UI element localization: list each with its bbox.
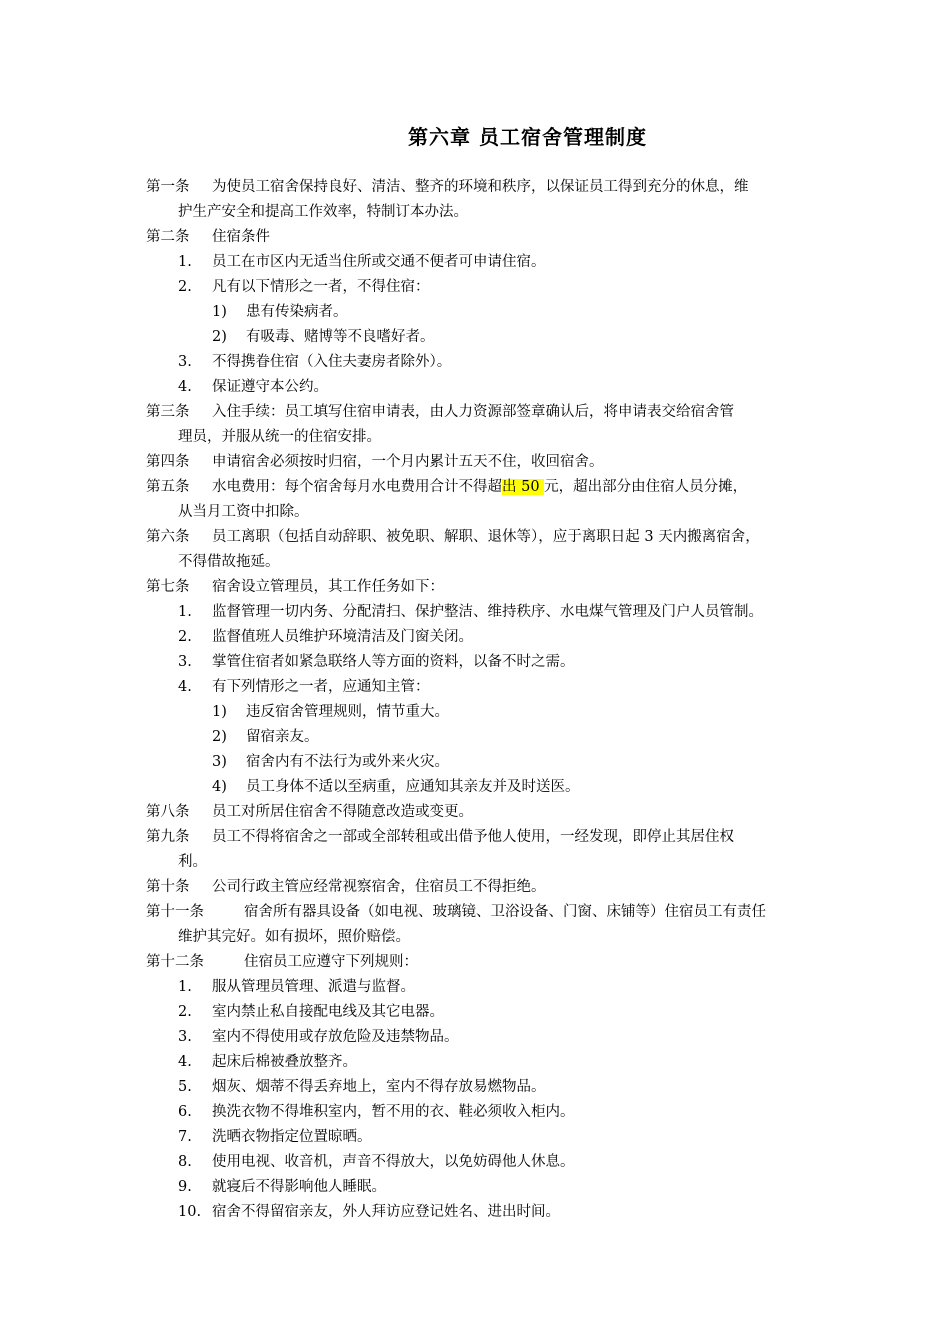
item-number: 2. [178,1004,192,1020]
list-item [178,277,430,297]
item-number: 4. [178,1054,192,1070]
item-number: 1) [212,304,227,320]
item-text: 有吸毒、赌博等不良嗜好者。 [246,329,435,345]
article-3 [146,402,734,422]
sub-list-item [212,727,319,747]
article-5-cont: 从当月工资中扣除。 [178,504,309,520]
article-text: 申请宿舍必须按时归宿，一个月内累计五天不住，收回宿舍。 [212,454,604,470]
list-item [178,1027,459,1047]
article-label: 第十一条 [146,904,204,920]
sub-list-item [212,752,449,772]
article-4 [146,452,604,472]
article-12 [146,952,418,972]
item-number: 1. [178,979,192,995]
article-11 [146,902,766,922]
article-10 [146,877,546,897]
list-item [178,1002,444,1022]
article-1-cont: 护生产安全和提高工作效率，特制订本办法。 [178,204,468,220]
article-label: 第四条 [146,454,190,470]
chapter-title: 第六章 员工宿舍管理制度 [408,125,647,149]
article-text: 公司行政主管应经常视察宿舍，住宿员工不得拒绝。 [212,879,546,895]
article-label: 第一条 [146,179,190,195]
article-11-cont: 维护其完好。如有损坏，照价赔偿。 [178,929,410,945]
item-text: 换洗衣物不得堆积室内，暂不用的衣、鞋必须收入柜内。 [212,1104,575,1120]
list-item [178,977,415,997]
item-number: 1. [178,254,192,270]
article-label: 第七条 [146,579,190,595]
list-item [178,1177,386,1197]
item-number: 3. [178,354,192,370]
article-label: 第八条 [146,804,190,820]
list-item [178,602,763,622]
item-number: 8. [178,1154,192,1170]
item-text: 室内禁止私自接配电线及其它电器。 [212,1004,444,1020]
item-number: 2. [178,629,192,645]
item-number: 4. [178,379,192,395]
article-text: 住宿员工应遵守下列规则： [244,954,418,970]
article-3-cont: 理员，并服从统一的住宿安排。 [178,429,381,445]
article-5 [146,477,747,497]
list-item [178,677,430,697]
item-text: 凡有以下情形之一者，不得住宿： [212,279,430,295]
item-text: 监督管理一切内务、分配清扫、保护整洁、维持秩序、水电煤气管理及门户人员管制。 [212,604,763,620]
item-number: 3. [178,654,192,670]
item-text: 洗晒衣物指定位置晾晒。 [212,1129,372,1145]
item-text: 宿舍不得留宿亲友，外人拜访应登记姓名、进出时间。 [212,1204,560,1220]
article-label: 第十条 [146,879,190,895]
item-text: 起床后棉被叠放整齐。 [212,1054,357,1070]
article-text: 水电费用：每个宿舍每月水电费用合计不得超 [212,479,502,495]
list-item [178,627,473,647]
item-text: 室内不得使用或存放危险及违禁物品。 [212,1029,459,1045]
list-item [178,1202,560,1222]
article-2 [146,227,270,247]
item-text: 宿舍内有不法行为或外来火灾。 [246,754,449,770]
article-text: 宿舍所有器具设备（如电视、玻璃镜、卫浴设备、门窗、床铺等）住宿员工有责任 [244,904,766,920]
item-text: 保证遵守本公约。 [212,379,328,395]
item-text: 监督值班人员维护环境清洁及门窗关闭。 [212,629,473,645]
highlighted-amount: 出 50 [502,479,545,495]
list-item [178,1077,546,1097]
article-1 [146,177,749,197]
article-label: 第十二条 [146,954,204,970]
sub-list-item [212,702,449,722]
list-item [178,377,328,397]
item-text: 违反宿舍管理规则，情节重大。 [246,704,449,720]
list-item [178,1152,575,1172]
article-text: 员工不得将宿舍之一部或全部转租或出借予他人使用，一经发现，即停止其居住权 [212,829,734,845]
article-6-cont: 不得借故拖延。 [178,554,280,570]
list-item [178,1102,575,1122]
item-text: 不得携眷住宿（入住夫妻房者除外）。 [212,354,452,370]
article-9 [146,827,734,847]
article-text: 宿舍设立管理员，其工作任务如下： [212,579,444,595]
item-number: 9. [178,1179,192,1195]
item-number: 6. [178,1104,192,1120]
article-text: 员工离职（包括自动辞职、被免职、解职、退休等），应于离职日起 3 天内搬离宿舍， [212,529,760,545]
list-item [178,1127,372,1147]
article-8 [146,802,473,822]
item-text: 留宿亲友。 [246,729,319,745]
article-label: 第九条 [146,829,190,845]
article-7 [146,577,444,597]
list-item [178,352,451,372]
item-number: 3. [178,1029,192,1045]
item-text: 烟灰、烟蒂不得丢弃地上，室内不得存放易燃物品。 [212,1079,546,1095]
item-number: 1. [178,604,192,620]
item-text: 服从管理员管理、派遣与监督。 [212,979,415,995]
item-number: 1) [212,704,227,720]
list-item [178,652,575,672]
item-number: 2) [212,329,227,345]
item-text: 员工在市区内无适当住所或交通不便者可申请住宿。 [212,254,546,270]
article-label: 第六条 [146,529,190,545]
item-text: 有下列情形之一者，应通知主管： [212,679,430,695]
article-text: 元，超出部分由住宿人员分摊， [544,479,748,495]
list-item [178,1052,357,1072]
item-number: 7. [178,1129,192,1145]
article-text: 员工对所居住宿舍不得随意改造或变更。 [212,804,473,820]
article-text: 住宿条件 [212,229,270,245]
sub-list-item [212,777,580,797]
item-text: 员工身体不适以至病重，应通知其亲友并及时送医。 [246,779,580,795]
article-text: 为使员工宿舍保持良好、清洁、整齐的环境和秩序，以保证员工得到充分的休息，维 [212,179,749,195]
article-label: 第三条 [146,404,190,420]
item-number: 3) [212,754,227,770]
item-text: 使用电视、收音机，声音不得放大，以免妨碍他人休息。 [212,1154,575,1170]
item-number: 10. [178,1204,202,1220]
item-text: 掌管住宿者如紧急联络人等方面的资料，以备不时之需。 [212,654,575,670]
list-item [178,252,546,272]
article-text: 入住手续：员工填写住宿申请表，由人力资源部签章确认后，将申请表交给宿舍管 [212,404,734,420]
sub-list-item [212,327,435,347]
article-6 [146,527,760,547]
item-number: 2. [178,279,192,295]
article-9-cont: 利。 [178,854,207,870]
sub-list-item [212,302,348,322]
article-label: 第五条 [146,479,190,495]
item-number: 5. [178,1079,192,1095]
item-number: 2) [212,729,227,745]
item-number: 4. [178,679,192,695]
article-label: 第二条 [146,229,190,245]
item-number: 4) [212,779,227,795]
item-text: 就寝后不得影响他人睡眠。 [212,1179,386,1195]
item-text: 患有传染病者。 [246,304,348,320]
